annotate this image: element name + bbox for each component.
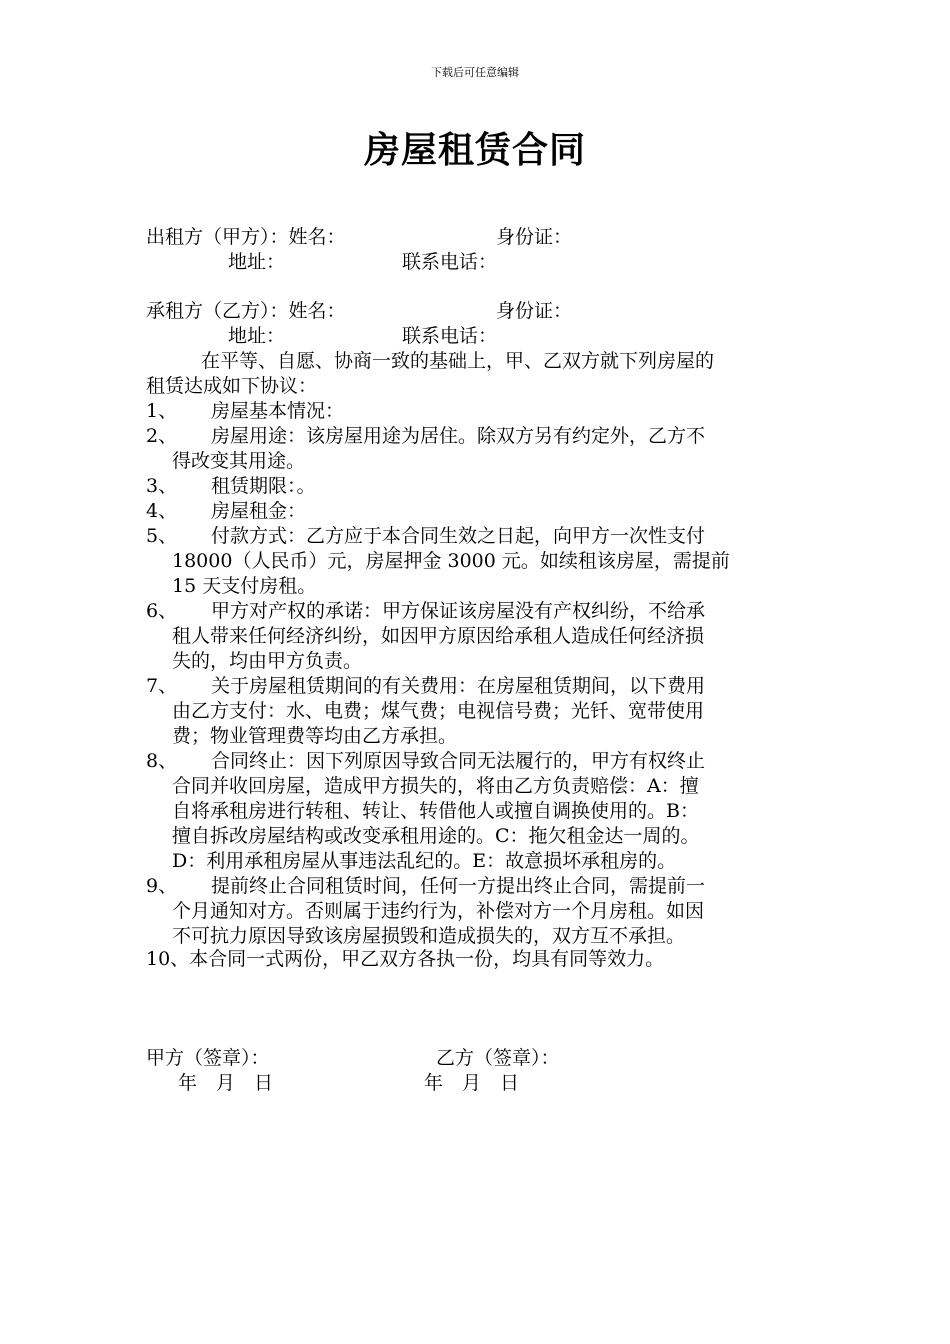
preamble-line-1: 在平等、自愿、协商一致的基础上，甲、乙双方就下列房屋的 [201,350,715,372]
clause-text-line: 失的，均由甲方负责。 [172,650,363,672]
party-a-date: 年 月 日 [178,1072,274,1094]
clause-text-line: 租人带来任何经济纠纷，如因甲方原因给承租人造成任何经济损 [172,625,705,647]
preamble-line-2: 租赁达成如下协议： [146,375,318,397]
clause-text-line: 房屋租金： [211,500,307,522]
header-note: 下载后可任意编辑 [431,66,519,79]
lessee-address-label: 地址： [228,325,286,347]
clause-number: 6、 [146,600,178,622]
clause-number: 2、 [146,425,178,447]
lessor-id-label: 身份证： [496,226,573,248]
clause-text-line: 合同终止：因下列原因导致合同无法履行的，甲方有权终止 [211,750,706,772]
party-b-date: 年 月 日 [424,1072,520,1094]
clause-text-line: 关于房屋租赁期间的有关费用：在房屋租赁期间，以下费用 [211,675,706,697]
lessor-address-label: 地址： [228,251,286,273]
clause-text-line: 18000（人民币）元，房屋押金 3000 元。如续租该房屋，需提前 [172,550,730,572]
clause-text-line: 房屋用途：该房屋用途为居住。除双方另有约定外，乙方不 [211,425,706,447]
clause-number: 7、 [146,675,178,697]
clause-number: 3、 [146,475,178,497]
clause-text-line: 合同并收回房屋，造成甲方损失的，将由乙方负责赔偿：A：擅 [172,775,699,797]
party-a-signature-label: 甲方（签章）： [146,1047,270,1069]
party-b-signature-label: 乙方（签章）： [436,1047,560,1069]
clause-text-line: 自将承租房进行转租、转让、转借他人或擅自调换使用的。B： [172,800,699,822]
contract-title: 房屋租赁合同 [363,129,586,171]
lessee-name-label: 承租方（乙方）：姓名： [146,300,346,322]
clause-text-line: 付款方式：乙方应于本合同生效之日起，向甲方一次性支付 [211,525,706,547]
clause-text-line: 由乙方支付：水、电费；煤气费；电视信号费；光钎、宽带使用 [172,700,705,722]
clause-text-line: 15 天支付房租。 [172,575,317,597]
clause-number: 5、 [146,525,178,547]
clause-text-line: 提前终止合同租赁时间，任何一方提出终止合同，需提前一 [211,875,706,897]
lessee-phone-label: 联系电话： [402,325,498,347]
clause-number: 9、 [146,875,178,897]
clause-text-line: 租赁期限：。 [211,475,316,497]
lessor-name-label: 出租方（甲方）：姓名： [146,226,346,248]
clause-number: 8、 [146,750,178,772]
clause-text-line: 得改变其用途。 [172,450,306,472]
lessor-phone-label: 联系电话： [402,251,498,273]
lessee-id-label: 身份证： [496,300,573,322]
clause-text-line: D：利用承租房屋从事违法乱纪的。E：故意损坏承租房的。 [172,850,677,872]
clause-text-line: 费；物业管理费等均由乙方承担。 [172,725,458,747]
clause-number: 4、 [146,500,178,522]
clause-10: 10、本合同一式两份，甲乙双方各执一份，均具有同等效力。 [146,948,665,970]
clause-text-line: 擅自拆改房屋结构或改变承租用途的。C：拖欠租金达一周的。 [172,825,700,847]
clause-text-line: 不可抗力原因导致该房屋损毁和造成损失的，双方互不承担。 [172,925,686,947]
clause-text-line: 个月通知对方。否则属于违约行为，补偿对方一个月房租。如因 [172,900,705,922]
clause-number: 1、 [146,400,178,422]
clause-text-line: 房屋基本情况： [211,400,345,422]
clause-text-line: 甲方对产权的承诺：甲方保证该房屋没有产权纠纷，不给承 [211,600,706,622]
